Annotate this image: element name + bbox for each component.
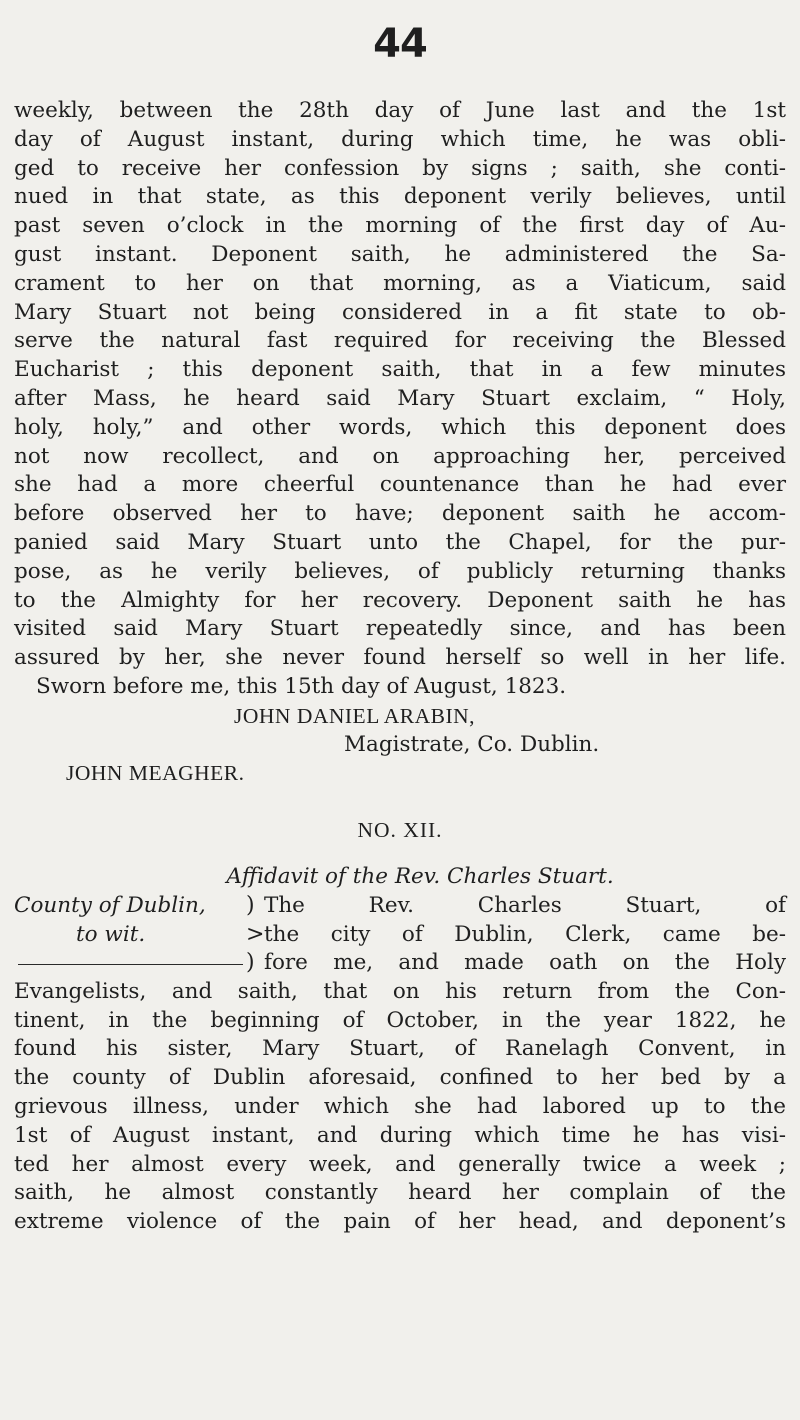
- text-line: pose, as he verily believes, of publicly returning thanks: [14, 558, 786, 584]
- text-line: past seven o’clock in the morning of the first day of Au-: [14, 213, 786, 239]
- magistrate-signature: JOHN DANIEL ARABIN,: [234, 703, 476, 728]
- text-line: visited said Mary Stuart repeatedly since, and has been: [14, 616, 786, 642]
- venue-county: County of Dublin,: [14, 892, 206, 918]
- text-line: not now recollect, and on approaching her, perceived: [14, 443, 786, 469]
- text-line: after Mass, he heard said Mary Stuart exclaim, “ Holy,: [14, 385, 786, 411]
- text-line: 1st of August instant, and during which time he has visi-: [14, 1122, 786, 1148]
- text-line: nued in that state, as this deponent verily believes, until: [14, 184, 786, 210]
- text-line: saith, he almost constantly heard her complain of the: [14, 1180, 786, 1206]
- paragraph-2-opening: [264, 892, 786, 978]
- text-line: Mary Stuart not being considered in a fit state to ob-: [14, 299, 786, 325]
- deponent-signature: JOHN MEAGHER.: [66, 761, 245, 786]
- section-heading: NO. XII.: [357, 818, 443, 843]
- text-line: extreme violence of the pain of her head, and deponent’s: [14, 1209, 786, 1235]
- text-line: The Rev. Charles Stuart, of: [264, 892, 786, 918]
- text-line: serve the natural fast required for receiving the Blessed: [14, 328, 786, 354]
- page-body: [14, 97, 786, 1237]
- brace-glyph: ) > ): [246, 892, 265, 976]
- venue-block: [14, 892, 786, 978]
- magistrate-title: Magistrate, Co. Dublin.: [344, 731, 600, 757]
- text-line: ted her almost every week, and generally twice a week ;: [14, 1151, 786, 1177]
- text-line: ged to receive her confession by signs ; saith, she conti-: [14, 155, 786, 181]
- text-line: she had a more cheerful countenance than he had ever: [14, 472, 786, 498]
- text-line: crament to her on that morning, as a Viaticum, said: [14, 270, 786, 296]
- sworn-statement: Sworn before me, this 15th day of August, 1823.: [36, 673, 567, 699]
- text-line: Evangelists, and saith, that on his return from the Con-: [14, 978, 786, 1004]
- venue-to-wit: to wit.: [76, 921, 146, 947]
- affidavit-title-name: Charles Stuart.: [440, 863, 614, 889]
- text-line: Eucharist ; this deponent saith, that in a few minutes: [14, 357, 786, 383]
- text-line: assured by her, she never found herself so well in her life.: [14, 645, 786, 671]
- text-line: the county of Dublin aforesaid, confined to her bed by a: [14, 1065, 786, 1091]
- venue-caption: [14, 892, 254, 950]
- affidavit-title: [54, 863, 786, 892]
- text-line: panied said Mary Stuart unto the Chapel, for the pur-: [14, 529, 786, 555]
- text-line: tinent, in the beginning of October, in the year 1822, he: [14, 1007, 786, 1033]
- text-line: fore me, and made oath on the Holy: [264, 950, 786, 976]
- text-line: day of August instant, during which time, he was obli-: [14, 126, 786, 152]
- text-line: grievous illness, under which she had labored up to the: [14, 1093, 786, 1119]
- text-line: holy, holy,” and other words, which this deponent does: [14, 414, 786, 440]
- paragraph-2: [14, 978, 786, 1237]
- text-line: weekly, between the 28th day of June last and the 1st: [14, 98, 786, 123]
- venue-rule: [18, 964, 243, 965]
- page-number: 44: [373, 21, 427, 67]
- text-line: found his sister, Mary Stuart, of Ranelagh Convent, in: [14, 1036, 786, 1062]
- paragraph-1: [14, 97, 786, 673]
- text-line: to the Almighty for her recovery. Deponent saith he has: [14, 587, 786, 613]
- affidavit-title-rev: Rev.: [394, 863, 441, 889]
- text-line: the city of Dublin, Clerk, came be-: [264, 921, 786, 947]
- text-line: before observed her to have; deponent saith he accom-: [14, 501, 786, 527]
- text-line: gust instant. Deponent saith, he administered the Sa-: [14, 241, 786, 267]
- affidavit-title-prefix: Affidavit of the: [226, 863, 395, 889]
